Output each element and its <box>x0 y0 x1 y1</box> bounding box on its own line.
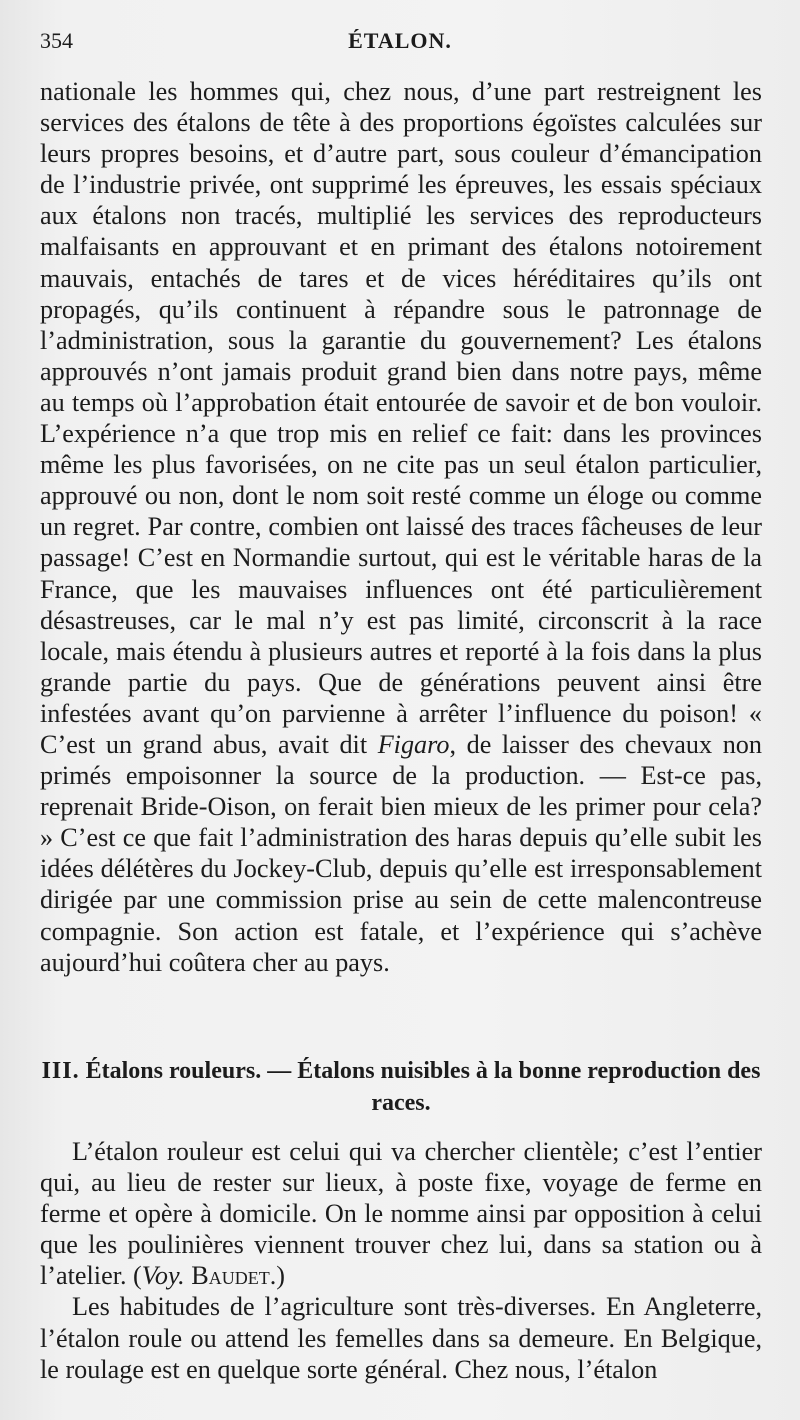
page-header <box>40 28 760 58</box>
section-title: Étalons rouleurs. — Étalons nuisibles à la bonne reproduction des races. <box>85 1058 761 1116</box>
text-run-smallcaps: Baudet <box>191 1261 270 1291</box>
text-run: nationale les hommes qui, chez nous, d’une part restreignent les services des étalons de tête à des proportions égoïstes calculées sur leurs propres besoins, et d’autre part, sous couleur d’émancipation de l’industrie privée, ont supprimé les épreuves, les essais spéciaux aux étalons non tracés, multiplié les services des reproducteurs malfaisants en approuvant et en primant des étalons notoirement mauvais, entachés de tares et de vices héréditaires qu’ils ont propagés, qu’ils continuent à répandre sous le patronnage de l’administration, sous la garantie du gouvernement? Les étalons approuvés n’ont jamais produit grand bien dans notre pays, même au temps où l’approbation était entourée de savoir et de bon vouloir. L’expérience n’a que trop mis en relief ce fait: dans les provinces même les plus favorisées, on ne cite pas un seul étalon particulier, approuvé ou non, dont le nom soit resté comme un éloge ou comme un regret. Par contre, combien ont laissé des traces fâcheuses de leur passage! C’est en Normandie surtout, qui est le véritable haras de la France, que les mauvaises influences ont été particulièrement désastreuses, car le mal n’y est pas limité, circonscrit à la race locale, mais étendu à plusieurs autres et reporté à la fois dans la plus grande partie du pays. Que de générations peuvent ainsi être infestées avant qu’on parvienne à arrêter l’influence du poison! « C’est un grand abus, avait dit <box>40 77 762 759</box>
text-run: .) <box>269 1261 286 1291</box>
text-run: L’étalon rouleur est celui qui va chercher clientèle; c’est l’entier qui, au lieu de rester sur lieux, à poste fixe, voyage de ferme en ferme et opère à domicile. On le nomme ainsi par opposition à celui que les poulinières viennent trouver chez lui, dans sa station ou à l’atelier. ( <box>40 1137 762 1291</box>
paragraph <box>40 1291 762 1384</box>
section-number: III. <box>41 1058 80 1084</box>
paragraph <box>40 1136 762 1291</box>
body-text-after <box>40 1136 762 1385</box>
text-run: , de laisser des chevaux non primés empoisonner la source de la production. — Est-ce pas, reprenait Bride-Oison, on ferait bien mieux de les primer pour cela? » C’est ce que fait l’administration des haras depuis qu’elle subit les idées délétères du Jockey-Club, depuis qu’elle est irresponsablement dirigée par une commission prise au sein de cette malencontreuse compagnie. Son action est fatale, et l’expérience qui s’achève aujourd’hui coûtera cher au pays. <box>40 729 762 977</box>
page-number: 354 <box>40 28 73 53</box>
text-run: Les habitudes de l’agriculture sont très-diverses. En Angleterre, l’étalon roule ou attend les femelles dans sa demeure. En Belgique, le roulage est en quelque sorte général. Chez nous, l’étalon <box>40 1292 762 1384</box>
paragraph <box>40 76 762 978</box>
body-text-before <box>40 76 762 978</box>
text-run-italic: Voy. <box>141 1261 185 1291</box>
section-heading <box>40 1055 762 1119</box>
text-run-italic: Figaro <box>377 729 450 759</box>
running-title: ÉTALON. <box>348 28 452 53</box>
